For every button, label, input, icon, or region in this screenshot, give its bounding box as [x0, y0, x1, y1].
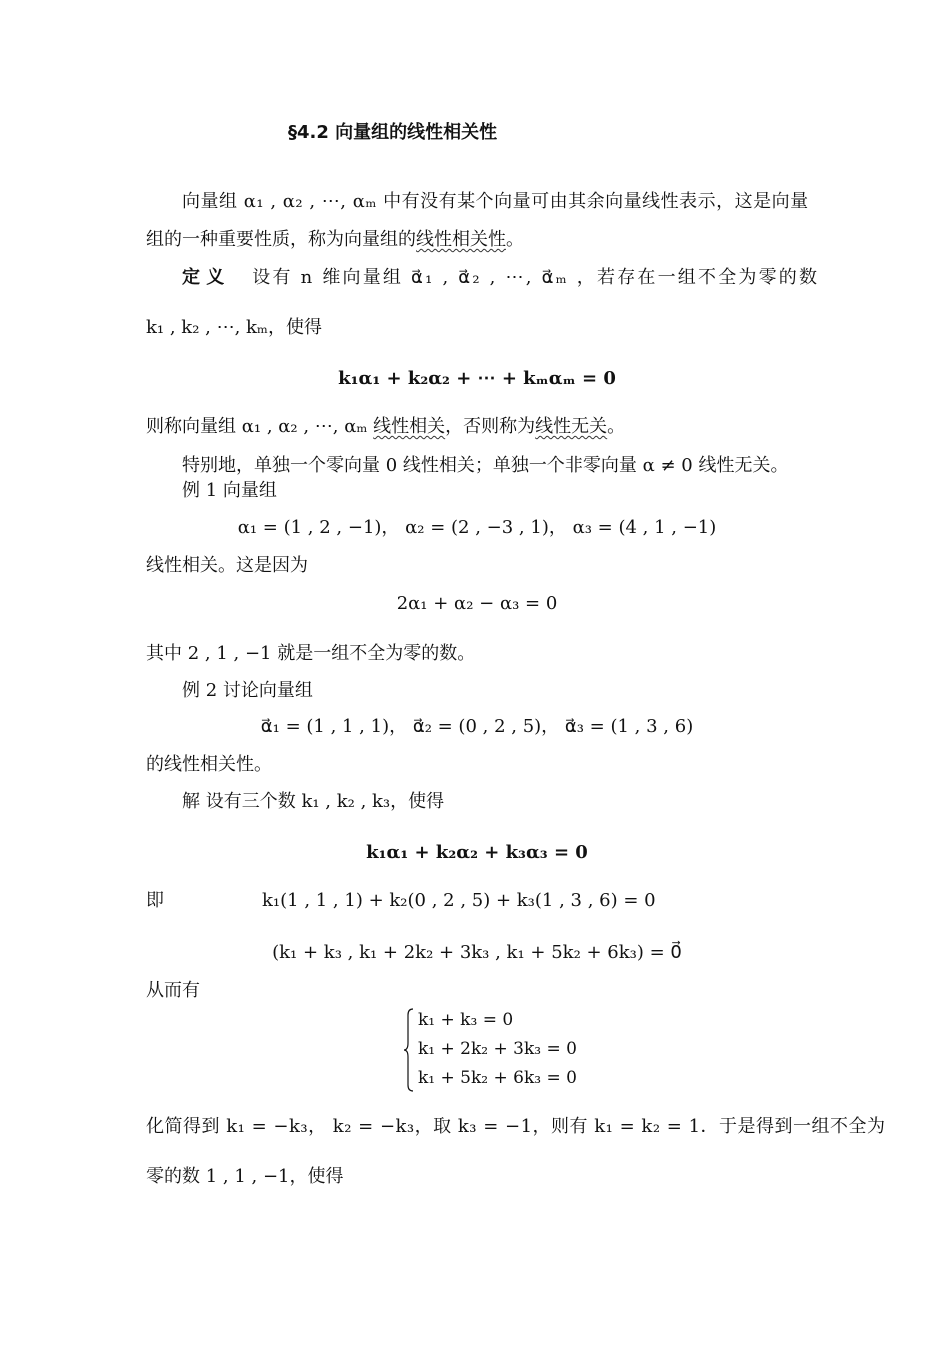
para1-line2-post: 。 [506, 229, 524, 250]
conclusion-mid: ，否则称为 [445, 416, 536, 437]
term-linearly-independent: 线性无关 [535, 416, 608, 437]
solution-thus: 从而有 [146, 980, 200, 1001]
solution-formula2: k₁(1 , 1 , 1) + k₂(0 , 2 , 5) + k₃(1 , 3 , 6) = 0 [262, 890, 656, 911]
solution-formula3: (k₁ + k₃ , k₁ + 2k₂ + 3k₃ , k₁ + 5k₂ + 6k₃) = 0⃗ [272, 942, 682, 963]
final-line: 零的数 1 , 1 , −1，使得 [146, 1166, 344, 1187]
solution-line: 解 设有三个数 k₁ , k₂ , k₃，使得 [182, 791, 445, 812]
para1-line2-pre: 组的一种重要性质，称为向量组的 [146, 229, 416, 250]
definition-line2: k₁ , k₂ , ⋯, kₘ，使得 [146, 317, 322, 338]
definition-line1 [182, 265, 820, 291]
simplify-line: 化简得到 k₁ = −k₃， k₂ = −k₃，取 k₃ = −1，则有 k₁ = k₂ = 1．于是得到一组不全为 [146, 1116, 886, 1137]
term-linear-dependence-property: 线性相关性 [416, 229, 506, 250]
example1-label: 例 1 向量组 [182, 480, 277, 501]
example2-vectors: α⃗₁ = (1 , 1 , 1)， α⃗₂ = (0 , 2 , 5)， α⃗₃ = (1 , 3 , 6) [260, 716, 694, 737]
definition-text: 设有 n 维向量组 α⃗₁ , α⃗₂ , ⋯, α⃗ₘ ，若存在一组不全为零的数 [252, 267, 820, 288]
term-linearly-dependent: 线性相关 [373, 416, 446, 437]
para1-line1: 向量组 α₁ , α₂ , ⋯, αₘ 中有没有某个向量可由其余向量线性表示，这是向量 [182, 191, 809, 212]
conclusion-post: 。 [607, 416, 626, 437]
equation-system [404, 1007, 604, 1093]
system-equation-3: k₁ + 5k₂ + 6k₃ = 0 [418, 1068, 577, 1088]
section-title: §4.2 向量组的线性相关性 [288, 122, 498, 143]
special-case: 特别地，单独一个零向量 0 线性相关；单独一个非零向量 α ≠ 0 线性无关。 [182, 455, 789, 476]
solution-ji: 即 [146, 890, 164, 911]
definition-label: 定 义 [182, 267, 225, 288]
para1-line2 [146, 227, 524, 253]
conclusion-pre: 则称向量组 α₁ , α₂ , ⋯, αₘ [146, 416, 374, 437]
example1-text: 线性相关。这是因为 [146, 555, 308, 576]
definition-formula: k₁α₁ + k₂α₂ + ⋯ + kₘαₘ = 0 [338, 368, 616, 389]
definition-conclusion [146, 414, 625, 440]
solution-formula1: k₁α₁ + k₂α₂ + k₃α₃ = 0 [366, 842, 588, 863]
example1-formula: 2α₁ + α₂ − α₃ = 0 [396, 593, 558, 614]
system-equation-2: k₁ + 2k₂ + 3k₃ = 0 [418, 1039, 577, 1059]
example1-vectors: α₁ = (1 , 2 , −1)， α₂ = (2 , −3 , 1)， α₃ = (4 , 1 , −1) [237, 517, 717, 538]
left-brace-icon [404, 1007, 414, 1093]
example2-label: 例 2 讨论向量组 [182, 680, 313, 701]
system-equation-1: k₁ + k₃ = 0 [418, 1010, 514, 1030]
example1-note: 其中 2 , 1 , −1 就是一组不全为零的数。 [146, 643, 476, 664]
example2-text: 的线性相关性。 [146, 754, 272, 775]
